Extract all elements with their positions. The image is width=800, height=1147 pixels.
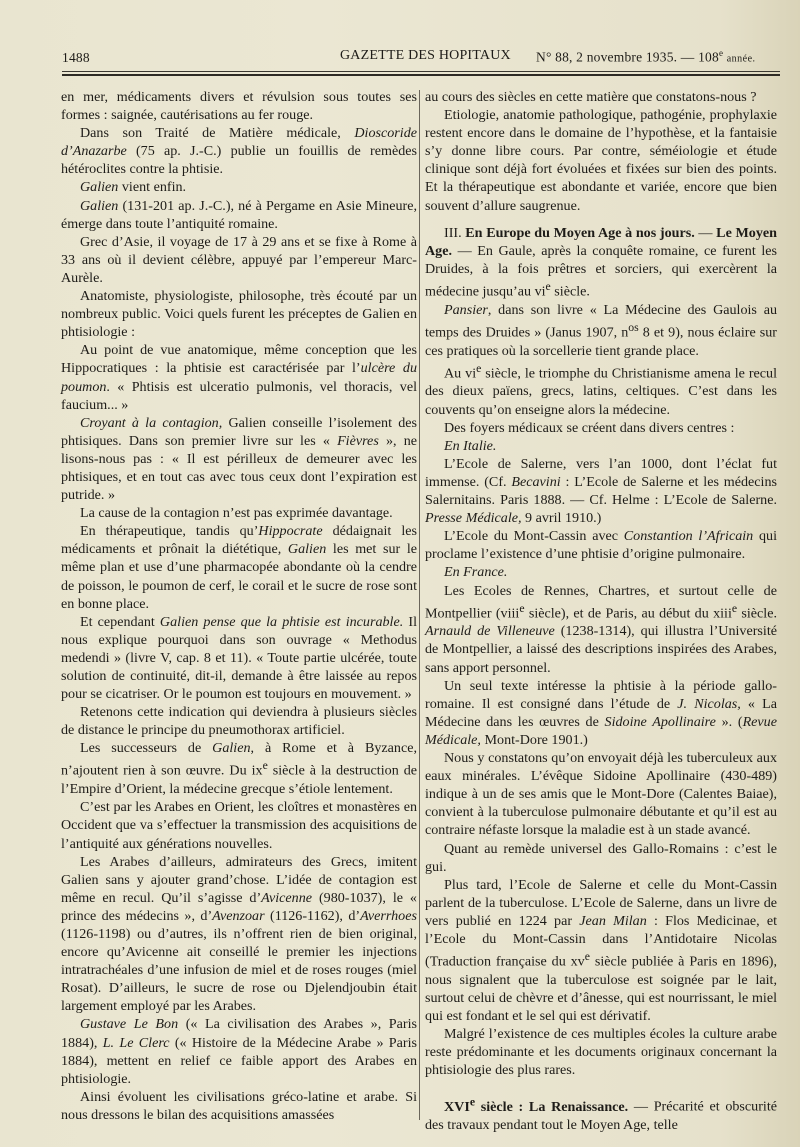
right-paragraph-5: Au $vi^e$ siècle, le triomphe du Christianisme amena le recul des dieux païens, grecs, latins, celtiques. C’est dans les couvents qu’on enseigne alors la médecine. bbox=[425, 361, 777, 418]
left-paragraph-4: Galien (131-201 ap. J.-C.), né à Pergame en Asie Mineure, émerge dans toute l’antiquité romaine. bbox=[61, 197, 417, 232]
left-paragraph-17: Ainsi évoluent les civilisations gréco-latine et arabe. Si nous dressons le bilan des acquisitions amassées bbox=[61, 1088, 417, 1123]
left-paragraph-11: Et cependant Galien pense que la phtisie est incurable. Il nous explique pourquoi dans son ouvrage « Methodus medendi » (livre V, cap. 8 et 11). « Toute partie ulcérée, toute solution de continuité, dit-il, demande à être laissée au repos pour se cicatriser. Or le poumon est toujours en mouvement. » bbox=[61, 613, 417, 703]
left-column bbox=[61, 88, 417, 1124]
right-paragraph-17: XVIe siècle : La Renaissance. — Précarité et obscurité des travaux pendant tout le Moyen Age, telle bbox=[425, 1095, 777, 1134]
left-paragraph-13: Les successeurs de Galien, à Rome et à Byzance, n’ajoutent rien à son œuvre. Du $ix^e$ siècle à la destruction de l’Empire d’Orient, la médecine grecque s’étiole lentement. bbox=[61, 740, 417, 798]
left-paragraph-3: Galien vient enfin. bbox=[80, 179, 187, 196]
left-paragraph-7: Au point de vue anatomique, même conception que les Hippocratiques : la phtisie est caractérisée par l’ulcère du poumon. « Phtisis est ulceratio pulmonis, vel thoracis, vel faucium... » bbox=[61, 342, 417, 413]
page-header bbox=[62, 46, 780, 68]
right-paragraph-12: Un seul texte intéresse la phtisie à la période gallo-romaine. Il est consigné dans l’étude de J. Nicolas, « La Médecine dans les œuvres de Sidoine Apollinaire ». (Revue Médicale, Mont-Dore 1901.) bbox=[425, 677, 777, 748]
right-paragraph-13: Nous y constatons qu’on envoyait déjà les tuberculeux aux eaux minérales. L’évêque Sidoine Apollinaire (430-489) indique à un de ses amis que le Mont-Dore (Calentes Baiae), convient à la tuberculose pulmonaire débutante et qu’il est au contraire néfaste lorsque la maladie est à un stade avancé. bbox=[425, 750, 777, 839]
left-paragraph-8: Croyant à la contagion, Galien conseille l’isolement des phtisiques. Dans son premier livre sur les « Fièvres », ne lisons-nous pas : « Il est périlleux de demeurer avec les phtisiques, et en tout cas avec tous ceux dont l’expiration est putride. » bbox=[61, 414, 417, 504]
right-paragraph-1: au cours des siècles en cette matière que constatons-nous ? bbox=[425, 89, 757, 105]
header-rule-thick bbox=[62, 74, 780, 76]
column-divider bbox=[419, 90, 420, 1120]
right-paragraph-9: L’Ecole du Mont-Cassin avec Constantion l’Africain qui proclame l’existence d’une phtisie d’origine pulmonaire. bbox=[425, 528, 777, 563]
right-paragraph-11: Les Ecoles de Rennes, Chartres, et surtout celle de Montpellier (viii$^e$ siècle), et de Paris, au début du xiii$^e$ siècle. Arnauld de Villeneuve (1238-1314), qui illustra l’Université de Montpellier, a laissé des descriptions inspirées des Arabes, sans apport personnel. bbox=[425, 582, 777, 676]
right-paragraph-14: Quant au remède universel des Gallo-Romains : c’est le gui. bbox=[425, 840, 777, 875]
left-paragraph-1: en mer, médicaments divers et révulsion sous toutes ses formes : saignée, cautérisations au fer rouge. bbox=[61, 89, 417, 124]
right-paragraph-6: Des foyers médicaux se créent dans divers centres : bbox=[444, 419, 735, 436]
left-paragraph-15: Les Arabes d’ailleurs, admirateurs des Grecs, imitent Galien sans y ajouter grand’chose. L’idée de contagion est même en recul. Qu’il s’agisse d’Avicenne (980-1037), le « prince des médecins », d’Avenzoar (1126-1162), d’Averrhoes (1126-1198) ou d’autres, ils n’offrent rien de bien original, encore qu’Avicenne ait conseillé le premier les injections intratrachéales d’une infusion de miel et de roses rouges (miel Rosat). D’ailleurs, le sucre de rose ou Djelendjoubin était largement employé par les Arabes. bbox=[61, 853, 417, 1015]
header-rule-thin bbox=[62, 71, 780, 72]
right-paragraph-8: L’Ecole de Salerne, vers l’an 1000, dont l’éclat fut immense. (Cf. Becavini : L’Ecole de Salerne et les médecins Salernitains. Paris 1888. — Cf. Helme : L’Ecole de Salerne. Presse Médicale, 9 avril 1910.) bbox=[425, 455, 777, 527]
right-paragraph-10: En France. bbox=[444, 564, 508, 581]
left-paragraph-16: Gustave Le Bon (« La civilisation des Arabes », Paris 1884), L. Le Clerc (« Histoire de la Médecine Arabe » Paris 1884), mettent en relief ce faible apport des Arabes en phtisiologie. bbox=[61, 1016, 417, 1087]
issue-suffix: année. bbox=[726, 53, 756, 65]
left-paragraph-9: La cause de la contagion n’est pas exprimée davantage. bbox=[80, 505, 393, 522]
left-paragraph-6: Anatomiste, physiologiste, philosophe, très écouté par un nombreux public. Voici quels furent les préceptes de Galien en phtisiologie : bbox=[61, 288, 417, 341]
left-paragraph-5: Grec d’Asie, il voyage de 17 à 29 ans et se fixe à Rome à 33 ans où il devient célèbre, appuyé par l’empereur Marc-Aurèle. bbox=[61, 233, 417, 286]
issue-ordinal: e bbox=[718, 48, 724, 58]
right-paragraph-16: Malgré l’existence de ces multiples écoles la culture arabe reste prédominante et les documents originaux concernant la phtisiologie des plus rares. bbox=[425, 1026, 777, 1079]
issue-date: N° 88, 2 novembre 1935. — 108 bbox=[536, 49, 719, 65]
page-number: 1488 bbox=[62, 50, 90, 65]
right-paragraph-15: Plus tard, l’Ecole de Salerne et celle du Mont-Cassin parlent de la tuberculose. L’Ecole de Salerne, dans un livre de vers publié en 1224 par Jean Milan : Flos Medicinae, et l’Ecole du Mont-Cassin dans l’Antidotaire Nicolas (Traduction française du $xv^e$ siècle publiée à Paris en 1896), nous signalent que la tuberculose est soignée par le lait, surtout celui de chèvre et d’ânesse, qui est nourrissant, le miel qui est fondant et le sel qui est dérivatif. bbox=[425, 876, 778, 1025]
journal-title: GAZETTE DES HOPITAUX bbox=[340, 48, 511, 63]
right-column bbox=[425, 88, 777, 1134]
left-paragraph-10: En thérapeutique, tandis qu’Hippocrate dédaignait les médicaments et prônait la diététique, Galien les met sur le même plan et use d’une pharmacopée abondante où la cendre de poisson, le poumon de cerf, le corail et le sucre de rose sont en bonne place. bbox=[61, 523, 417, 612]
left-paragraph-12: Retenons cette indication qui deviendra à plusieurs siècles de distance le principe du pneumothorax artificiel. bbox=[61, 704, 417, 739]
right-paragraph-2: Etiologie, anatomie pathologique, pathogénie, prophylaxie restent encore dans le domaine de l’hypothèse, et la fantaisie s’y donne libre cours. Par contre, séméiologie et étude clinique sont déjà fort évoluées et fixées sur bien des points. Et la thérapeutique est abondante et variée, encore que bien souvent d’allure saugrenue. bbox=[425, 107, 777, 214]
left-paragraph-2: Dans son Traité de Matière médicale, Dioscoride d’Anazarbe (75 ap. J.-C.) publie un fouillis de remèdes hétéroclites contre la phtisie. bbox=[61, 125, 417, 178]
right-paragraph-4: Pansier, dans son livre « La Médecine des Gaulois au temps des Druides » (Janus 1907, $n^{os}$ 8 et 9), nous éclaire sur ces pratiques où la sorcellerie tient grande place. bbox=[425, 301, 777, 359]
left-paragraph-14: C’est par les Arabes en Orient, les cloîtres et monastères en Occident que va s’effectuer la transmission des acquisitions de l’antiquité aux générations nouvelles. bbox=[61, 799, 417, 852]
right-paragraph-7: En Italie. bbox=[444, 437, 497, 454]
issue-info bbox=[536, 48, 756, 66]
right-paragraph-3: III. En Europe du Moyen Age à nos jours. — Le Moyen Age. — En Gaule, après la conquête romaine, ce furent les Druides, à la fois prêtres et sorciers, qui exercèrent la médecine jusqu’au $vi^e$ siècle. bbox=[425, 224, 777, 300]
